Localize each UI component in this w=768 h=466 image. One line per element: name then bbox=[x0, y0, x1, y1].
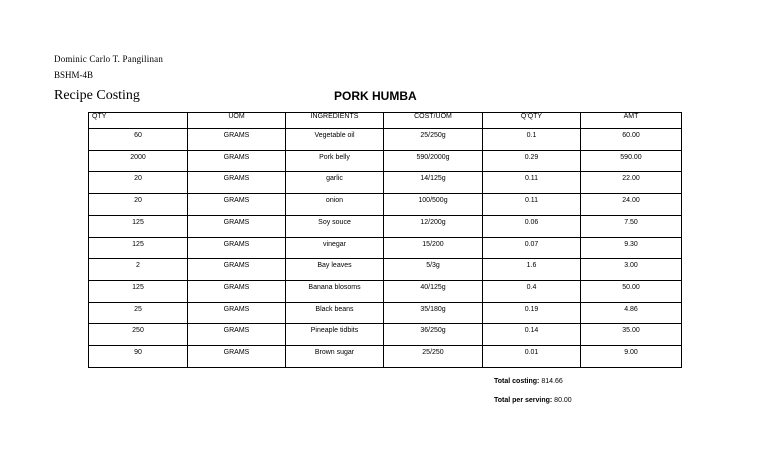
per-serving-value: 80.00 bbox=[554, 397, 572, 404]
ingredient-cell: Bay leaves bbox=[286, 259, 384, 281]
total-costing-value: 814.66 bbox=[541, 378, 563, 385]
qqty-cell: 0.29 bbox=[483, 150, 581, 172]
table-row bbox=[89, 281, 682, 303]
qqty-cell: 0.19 bbox=[483, 302, 581, 324]
uom-cell: GRAMS bbox=[188, 259, 286, 281]
cost-uom-cell: 25/250 bbox=[384, 346, 483, 368]
uom-cell: GRAMS bbox=[188, 346, 286, 368]
uom-cell: GRAMS bbox=[188, 194, 286, 216]
ingredient-cell: garlic bbox=[286, 172, 384, 194]
cost-uom-cell: 14/125g bbox=[384, 172, 483, 194]
qty-cell: 125 bbox=[89, 237, 188, 259]
amt-cell: 3.00 bbox=[581, 259, 682, 281]
uom-cell: GRAMS bbox=[188, 215, 286, 237]
qqty-cell: 0.14 bbox=[483, 324, 581, 346]
cost-uom-cell: 40/125g bbox=[384, 281, 483, 303]
column-header-uom: UOM bbox=[188, 113, 286, 129]
amt-cell: 50.00 bbox=[581, 281, 682, 303]
table-row bbox=[89, 150, 682, 172]
ingredient-cell: Brown sugar bbox=[286, 346, 384, 368]
ingredient-cell: Pineaple tidbits bbox=[286, 324, 384, 346]
uom-cell: GRAMS bbox=[188, 302, 286, 324]
ingredient-cell: Pork belly bbox=[286, 150, 384, 172]
column-header-ingredients: INGREDIENTS bbox=[286, 113, 384, 129]
cost-uom-cell: 5/3g bbox=[384, 259, 483, 281]
per-serving-label: Total per serving: bbox=[494, 397, 553, 404]
amt-cell: 9.30 bbox=[581, 237, 682, 259]
amt-cell: 4.86 bbox=[581, 302, 682, 324]
table-row bbox=[89, 324, 682, 346]
qqty-cell: 0.11 bbox=[483, 172, 581, 194]
qqty-cell: 0.01 bbox=[483, 346, 581, 368]
table-row bbox=[89, 259, 682, 281]
qty-cell: 90 bbox=[89, 346, 188, 368]
recipe-costing-label: Recipe Costing bbox=[54, 88, 140, 103]
amt-cell: 22.00 bbox=[581, 172, 682, 194]
table-body bbox=[89, 129, 682, 368]
qqty-cell: 0.11 bbox=[483, 194, 581, 216]
dish-title: PORK HUMBA bbox=[334, 89, 417, 103]
amt-cell: 9.00 bbox=[581, 346, 682, 368]
total-per-serving bbox=[494, 397, 572, 404]
table-row bbox=[89, 237, 682, 259]
column-header-amt: AMT bbox=[581, 113, 682, 129]
amt-cell: 7.50 bbox=[581, 215, 682, 237]
ingredient-cell: onion bbox=[286, 194, 384, 216]
column-header-cost-uom: COST/UOM bbox=[384, 113, 483, 129]
cost-uom-cell: 12/200g bbox=[384, 215, 483, 237]
uom-cell: GRAMS bbox=[188, 324, 286, 346]
column-header-qqty: Q'QTY bbox=[483, 113, 581, 129]
table-row bbox=[89, 215, 682, 237]
cost-uom-cell: 36/250g bbox=[384, 324, 483, 346]
table-row bbox=[89, 129, 682, 151]
table-row bbox=[89, 194, 682, 216]
cost-uom-cell: 100/500g bbox=[384, 194, 483, 216]
qty-cell: 20 bbox=[89, 172, 188, 194]
author-name: Dominic Carlo T. Pangilinan bbox=[54, 54, 164, 64]
cost-uom-cell: 15/200 bbox=[384, 237, 483, 259]
uom-cell: GRAMS bbox=[188, 150, 286, 172]
qty-cell: 2000 bbox=[89, 150, 188, 172]
total-costing bbox=[494, 378, 563, 385]
amt-cell: 24.00 bbox=[581, 194, 682, 216]
qqty-cell: 0.1 bbox=[483, 129, 581, 151]
qty-cell: 250 bbox=[89, 324, 188, 346]
table-row bbox=[89, 172, 682, 194]
uom-cell: GRAMS bbox=[188, 281, 286, 303]
qqty-cell: 0.06 bbox=[483, 215, 581, 237]
cost-uom-cell: 590/2000g bbox=[384, 150, 483, 172]
table-row bbox=[89, 346, 682, 368]
uom-cell: GRAMS bbox=[188, 237, 286, 259]
qty-cell: 125 bbox=[89, 281, 188, 303]
table-header-row bbox=[89, 113, 682, 129]
qty-cell: 25 bbox=[89, 302, 188, 324]
amt-cell: 60.00 bbox=[581, 129, 682, 151]
table-row bbox=[89, 302, 682, 324]
column-header-qty: QTY bbox=[89, 113, 188, 129]
cost-uom-cell: 35/180g bbox=[384, 302, 483, 324]
amt-cell: 590.00 bbox=[581, 150, 682, 172]
ingredient-cell: vinegar bbox=[286, 237, 384, 259]
qty-cell: 20 bbox=[89, 194, 188, 216]
qqty-cell: 0.4 bbox=[483, 281, 581, 303]
costing-table bbox=[88, 112, 682, 368]
qqty-cell: 1.6 bbox=[483, 259, 581, 281]
uom-cell: GRAMS bbox=[188, 172, 286, 194]
cost-uom-cell: 25/250g bbox=[384, 129, 483, 151]
qqty-cell: 0.07 bbox=[483, 237, 581, 259]
qty-cell: 2 bbox=[89, 259, 188, 281]
ingredient-cell: Black beans bbox=[286, 302, 384, 324]
uom-cell: GRAMS bbox=[188, 129, 286, 151]
amt-cell: 35.00 bbox=[581, 324, 682, 346]
total-costing-label: Total costing: bbox=[494, 378, 540, 385]
qty-cell: 60 bbox=[89, 129, 188, 151]
ingredient-cell: Vegetable oil bbox=[286, 129, 384, 151]
ingredient-cell: Banana blosoms bbox=[286, 281, 384, 303]
ingredient-cell: Soy souce bbox=[286, 215, 384, 237]
qty-cell: 125 bbox=[89, 215, 188, 237]
program-section: BSHM-4B bbox=[54, 70, 94, 80]
